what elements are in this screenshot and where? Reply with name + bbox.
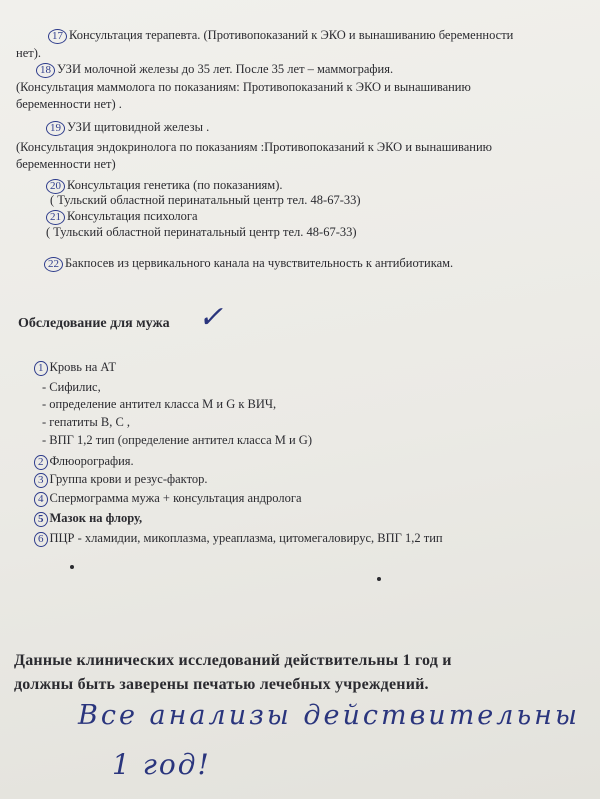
handwritten-note-line-1: Все анализы действительны <box>78 700 580 731</box>
item-number-badge: 18 <box>36 63 55 78</box>
item-17-continuation <box>16 46 41 61</box>
item-19-note-continuation <box>16 157 116 172</box>
item-22 <box>44 256 453 272</box>
section-heading <box>18 316 170 332</box>
item-number-badge: 2 <box>34 455 48 470</box>
item-text: беременности нет) <box>16 157 116 171</box>
male-item-6 <box>34 531 443 547</box>
item-text: Консультация терапевта. (Противопоказаний к ЭКО и вынашиванию беременности <box>69 28 514 42</box>
item-text: УЗИ молочной железы до 35 лет. После 35 лет – маммография. <box>57 62 394 76</box>
male-subitem <box>42 397 276 412</box>
item-number-badge: 1 <box>34 361 48 376</box>
checkmark-icon: ✓ <box>198 300 224 335</box>
item-text: нет). <box>16 46 41 60</box>
item-21 <box>46 209 198 225</box>
item-text: ПЦР - хламидии, микоплазма, уреаплазма, цитомегаловирус, ВПГ 1,2 тип <box>49 531 443 545</box>
item-20 <box>46 178 283 194</box>
item-number-badge: 20 <box>46 179 65 194</box>
item-18-note-continuation <box>16 97 122 112</box>
item-number-badge: 21 <box>46 210 65 225</box>
male-item-2 <box>34 454 134 470</box>
male-item-1 <box>34 360 116 376</box>
male-item-5 <box>34 511 142 527</box>
item-number-badge: 6 <box>34 532 48 547</box>
item-17 <box>48 28 513 44</box>
item-text: Бакпосев из цервикального канала на чувствительность к антибиотикам. <box>65 256 454 270</box>
item-text: Мазок на флору, <box>49 511 143 525</box>
item-text: - гепатиты В, С , <box>42 415 131 429</box>
bullet-dot <box>70 565 74 569</box>
male-item-3 <box>34 472 208 488</box>
item-text: беременности нет) . <box>16 97 122 111</box>
item-text: Кровь на АТ <box>49 360 116 374</box>
item-number-badge: 4 <box>34 492 48 507</box>
item-text: ( Тульский областной перинатальный центр тел. 48-67-33) <box>46 225 357 239</box>
item-number-badge: 22 <box>44 257 63 272</box>
item-text: - Сифилис, <box>42 380 101 394</box>
item-text: (Консультация маммолога по показаниям: Противопоказаний к ЭКО и вынашиванию <box>16 80 471 94</box>
handwritten-note-line-2: 1 год! <box>112 748 211 781</box>
item-number-badge: 17 <box>48 29 67 44</box>
item-18-note <box>16 80 471 95</box>
male-subitem <box>42 415 130 430</box>
item-text: - ВПГ 1,2 тип (определение антител класса М и G) <box>42 433 312 447</box>
item-text: Консультация генетика (по показаниям). <box>67 178 283 192</box>
item-text: Группа крови и резус-фактор. <box>49 472 208 486</box>
item-number-badge: 5 <box>34 512 48 527</box>
item-21-contact <box>46 225 357 240</box>
item-19-note <box>16 140 492 155</box>
item-text: Спермограмма мужа + консультация андролога <box>49 491 302 505</box>
section-heading-text: Обследование для мужа <box>18 316 170 331</box>
validity-notice <box>14 649 452 697</box>
item-20-contact <box>50 193 361 208</box>
item-18 <box>36 62 393 78</box>
male-item-4 <box>34 491 302 507</box>
bullet-dot <box>377 577 381 581</box>
male-subitem <box>42 380 101 395</box>
item-text: УЗИ щитовидной железы . <box>67 120 210 134</box>
item-text: ( Тульский областной перинатальный центр тел. 48-67-33) <box>50 193 361 207</box>
notice-line-2: должны быть заверены печатью лечебных учреждений. <box>14 676 429 693</box>
item-text: - определение антител класса М и G к ВИЧ, <box>42 397 277 411</box>
item-number-badge: 19 <box>46 121 65 136</box>
male-subitem <box>42 433 312 448</box>
notice-line-1: Данные клинических исследований действительны 1 год и <box>14 652 452 669</box>
item-19 <box>46 120 209 136</box>
item-number-badge: 3 <box>34 473 48 488</box>
item-text: Флюорография. <box>49 454 134 468</box>
item-text: Консультация психолога <box>67 209 198 223</box>
item-text: (Консультация эндокринолога по показаниям :Противопоказаний к ЭКО и вынашиванию <box>16 140 493 154</box>
